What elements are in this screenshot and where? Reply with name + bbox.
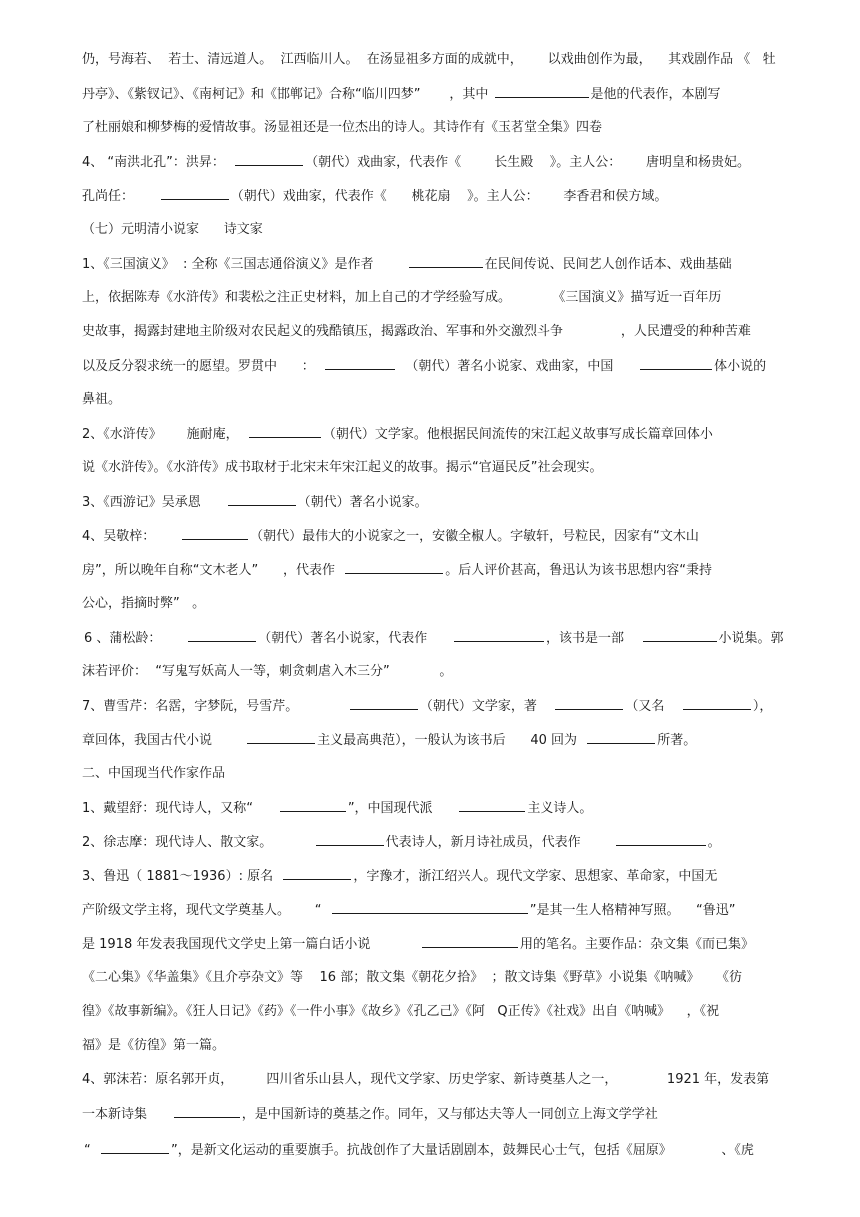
line-text: 产阶级文学主将，现代文学奠基人。 “ [82, 903, 330, 918]
fill-in-blank[interactable] [283, 865, 351, 880]
line-text: 一本新诗集 [82, 1107, 172, 1122]
line-text: 代表诗人，新月诗社成员，代表作 [385, 835, 614, 850]
fill-in-blank[interactable] [683, 695, 751, 710]
text-line [0, 219, 860, 241]
fill-in-blank[interactable] [459, 797, 525, 812]
text-line [0, 389, 860, 411]
fill-in-blank[interactable] [422, 933, 518, 948]
line-text: 是 1918 年发表我国现代文学史上第一篇白话小说 [82, 937, 420, 952]
line-text: ）， [752, 699, 773, 714]
line-text: 史故事，揭露封建地主阶级对农民起义的残酷镇压，揭露政治、军事和外交激烈斗争 ，人民遭受的种种苦难 [82, 324, 751, 339]
text-line [0, 899, 860, 921]
line-text: 以及反分裂求统一的愿望。罗贯中 ： [82, 359, 324, 374]
text-line [0, 1001, 860, 1023]
text-line [0, 253, 860, 275]
text-line [0, 967, 860, 989]
text-line [0, 321, 860, 343]
line-text: （朝代）著名小说家，代表作 [258, 631, 452, 646]
fill-in-blank[interactable] [640, 355, 712, 370]
line-text: 《二心集》《华盖集》《且介亭杂文》等 16 部；散文集《朝花夕拾》 ；散文诗集《野草》小说集《呐喊》 《彷 [82, 970, 742, 985]
line-text: （朝代）文学家。他根据民间流传的宋江起义故事写成长篇章回体小 [322, 427, 713, 442]
line-text: 二、中国现当代作家作品 [82, 766, 226, 781]
line-text: （朝代）最伟大的小说家之一，安徽全椒人。字敏轩，号粒民，因家有“文木山 [250, 529, 699, 544]
line-text: 徨》《故事新编》。《狂人日记》《药》《一件小事》《故乡》《孔乙己》《阿 Q正传》《社戏》出自《呐喊》 ，《祝 [82, 1004, 720, 1019]
fill-in-blank[interactable] [643, 627, 717, 642]
text-line [0, 831, 860, 853]
line-text: 在民间传说、民间艺人创作话本、戏曲基础 [484, 257, 732, 272]
line-text: 沫若评价： “写鬼写妖高人一等，刺贪刺虐入木三分” 。 [82, 664, 453, 679]
text-line [0, 117, 860, 139]
line-text: ”是其一生人格精神写照。 “鲁迅” [529, 903, 736, 918]
fill-in-blank[interactable] [161, 185, 229, 200]
fill-in-blank[interactable] [182, 525, 248, 540]
line-text: 2、《水浒传》 施耐庵， [82, 427, 247, 442]
line-text: （朝代）戏曲家，代表作《 桃花扇 》。主人公： 李香君和侯方域。 [230, 189, 668, 204]
text-line [0, 1139, 860, 1161]
text-line [0, 729, 860, 751]
line-text: 7、曹雪芹：名霑，字梦阮，号雪芹。 [82, 699, 348, 714]
line-text: 4、 “南洪北孔”：洪昇： [82, 155, 234, 170]
fill-in-blank[interactable] [316, 831, 384, 846]
text-line [0, 1035, 860, 1057]
text-line [0, 457, 860, 479]
line-text: 用的笔名。主要作品：杂文集《而已集》 [519, 937, 754, 952]
line-text: 福》是《彷徨》第一篇。 [82, 1038, 226, 1053]
line-text: 主义诗人。 [527, 801, 593, 816]
line-text: 鼻祖。 [82, 392, 122, 407]
fill-in-blank[interactable] [235, 151, 303, 166]
fill-in-blank[interactable] [174, 1103, 240, 1118]
fill-in-blank[interactable] [247, 729, 315, 744]
text-line [0, 287, 860, 309]
line-text: 3、《西游记》吴承恩 [82, 495, 226, 510]
line-text: ，字豫才，浙江绍兴人。现代文学家、思想家、革命家，中国无 [353, 869, 718, 884]
text-line [0, 185, 860, 207]
fill-in-blank[interactable] [249, 423, 321, 438]
line-text: （朝代）戏曲家，代表作《 长生殿 》。主人公： 唐明皇和杨贵妃。 [305, 155, 751, 170]
text-line [0, 83, 860, 105]
text-line [0, 695, 860, 717]
line-text: 小说集。郭 [718, 631, 784, 646]
line-text: 孔尚任： [82, 189, 159, 204]
fill-in-blank[interactable] [101, 1139, 169, 1154]
text-line [0, 525, 860, 547]
text-line [0, 1103, 860, 1125]
fill-in-blank[interactable] [345, 559, 443, 574]
text-line [0, 933, 860, 955]
text-line [0, 865, 860, 887]
text-line [0, 1069, 860, 1091]
line-text: 6 、蒲松龄： [84, 631, 187, 646]
line-text: 房”，所以晚年自称“文木老人” ，代表作 [82, 563, 344, 578]
line-text: ”，中国现代派 [347, 801, 458, 816]
line-text: （朝代）文学家，著 [419, 699, 554, 714]
fill-in-blank[interactable] [280, 797, 346, 812]
line-text: 1、《三国演义》 : 全称《三国志通俗演义》是作者 [82, 257, 407, 272]
line-text: 。 [707, 835, 721, 850]
line-text: 2、徐志摩：现代诗人、散文家。 [82, 835, 314, 850]
fill-in-blank[interactable] [332, 899, 528, 914]
text-line [0, 797, 860, 819]
text-line [0, 763, 860, 785]
fill-in-blank[interactable] [454, 627, 544, 642]
line-text: 。后人评价甚高，鲁迅认为该书思想内容“秉持 [445, 563, 713, 578]
text-line [0, 151, 860, 173]
line-text: 公心，指摘时弊” 。 [82, 596, 206, 611]
text-line [0, 661, 860, 683]
line-text: 上，依据陈寿《水浒传》和裴松之注正史材料，加上自己的才学经验写成。 《三国演义》描写近一百年历 [82, 290, 722, 305]
fill-in-blank[interactable] [495, 83, 589, 98]
line-text: （朝代）著名小说家、戏曲家，中国 [397, 359, 639, 374]
line-text: ”，是新文化运动的重要旗手。抗战创作了大量话剧剧本，鼓舞民心士气，包括《屈原》 、《虎 [171, 1143, 754, 1158]
line-text: 体小说的 [714, 359, 767, 374]
fill-in-blank[interactable] [587, 729, 655, 744]
fill-in-blank[interactable] [350, 695, 418, 710]
line-text: “ [84, 1143, 99, 1158]
fill-in-blank[interactable] [409, 253, 483, 268]
line-text: 1、戴望舒：现代诗人，又称“ [82, 801, 278, 816]
line-text: 丹亭》、《紫钗记》、《南柯记》和《邯郸记》合称“临川四梦” ，其中 [82, 87, 493, 102]
text-line [0, 49, 860, 71]
text-line [0, 593, 860, 615]
line-text: 所著。 [657, 733, 697, 748]
line-text: 了杜丽娘和柳梦梅的爱情故事。汤显祖还是一位杰出的诗人。其诗作有《玉茗堂全集》四卷 [82, 120, 603, 135]
fill-in-blank[interactable] [555, 695, 623, 710]
fill-in-blank[interactable] [228, 491, 296, 506]
line-text: 4、吴敬梓： [82, 529, 181, 544]
text-line [0, 355, 860, 377]
line-text: 说《水浒传》。《水浒传》成书取材于北宋末年宋江起义的故事。揭示“官逼民反”社会现实。 [82, 460, 603, 475]
line-text: 主义最高典范），一般认为该书后 40 回为 [317, 733, 586, 748]
line-text: ，该书是一部 [546, 631, 641, 646]
text-line [0, 423, 860, 445]
line-text: 4、郭沫若：原名郭开贞， 四川省乐山县人，现代文学家、历史学家、新诗奠基人之一， 1921 年，发表第 [82, 1072, 770, 1087]
line-text: （朝代）著名小说家。 [297, 495, 428, 510]
line-text: ，是中国新诗的奠基之作。同年，又与郁达夫等人一同创立上海文学学社 [241, 1107, 658, 1122]
text-line [0, 627, 860, 649]
line-text: 仍，号海若、 若士、清远道人。 江西临川人。 在汤显祖多方面的成就中， 以戏曲创作为最， 其戏剧作品 《 牡 [82, 52, 776, 67]
line-text: 是他的代表作，本剧写 [590, 87, 721, 102]
line-text: 章回体，我国古代小说 [82, 733, 246, 748]
fill-in-blank[interactable] [325, 355, 395, 370]
line-text: （又名 [625, 699, 681, 714]
text-line [0, 559, 860, 581]
fill-in-blank[interactable] [188, 627, 256, 642]
text-line [0, 491, 860, 513]
line-text: 3、鲁迅（ 1881～1936）: 原名 [82, 869, 282, 884]
line-text: （七）元明清小说家 诗文家 [82, 222, 263, 237]
fill-in-blank[interactable] [616, 831, 706, 846]
